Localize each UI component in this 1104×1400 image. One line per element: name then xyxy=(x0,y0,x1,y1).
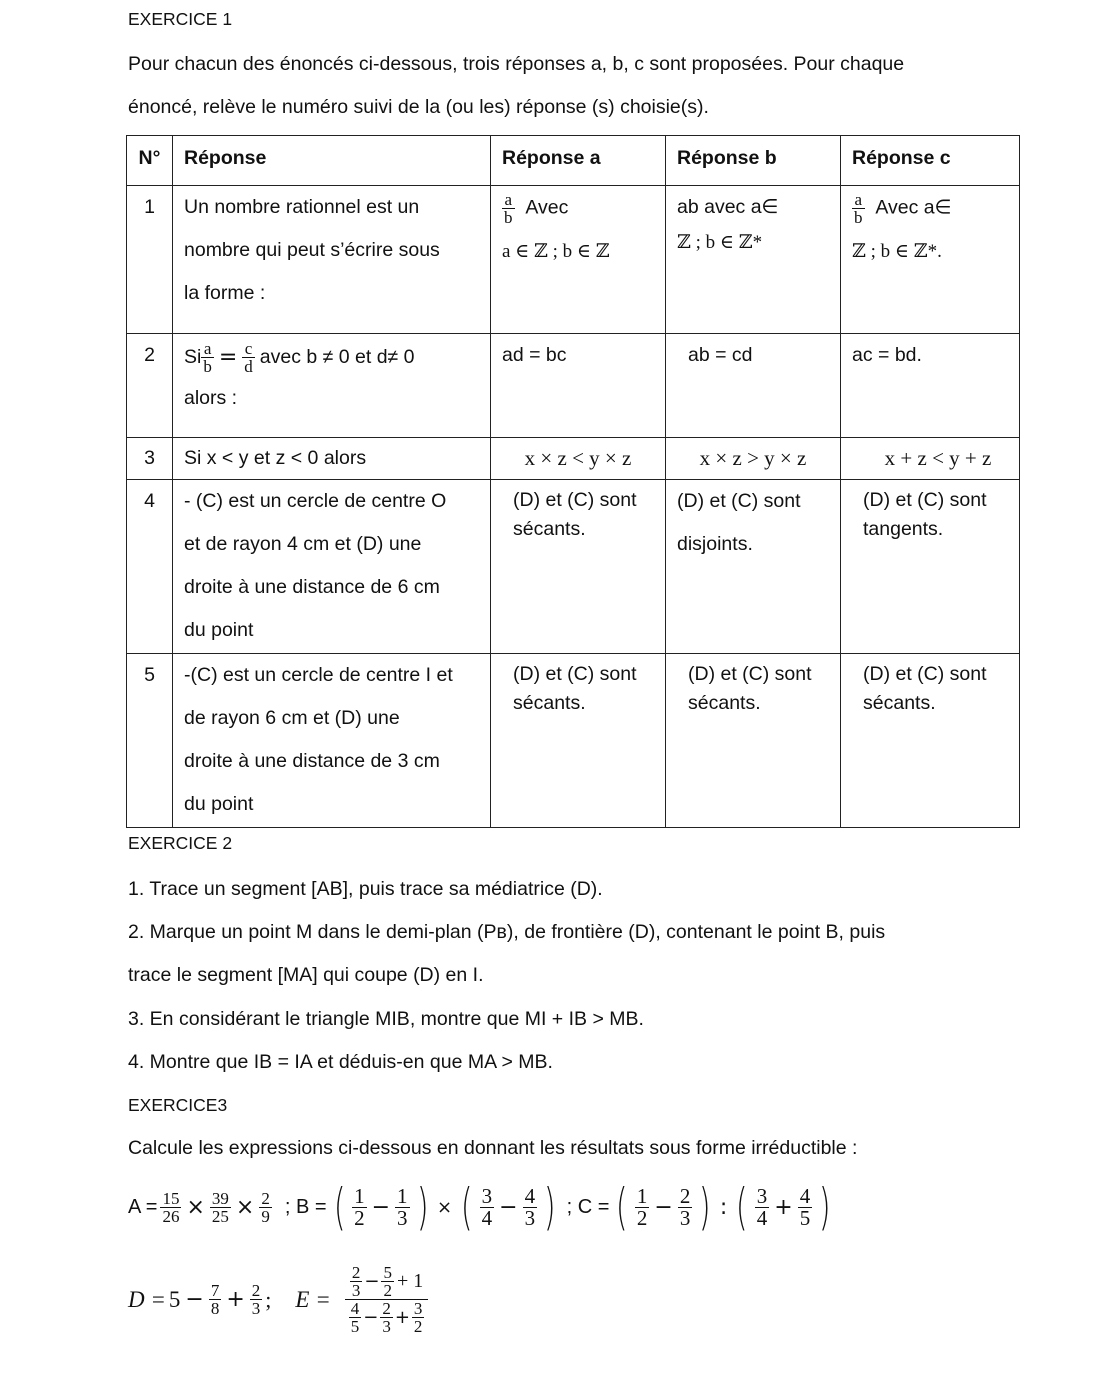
paren: ( xyxy=(736,1178,748,1236)
question-table xyxy=(126,135,1020,828)
paren: ) xyxy=(819,1178,831,1236)
fraction: $\frac{1}{2}$ xyxy=(354,1183,365,1230)
header-answer-c: Réponse c xyxy=(841,136,1020,186)
fraction: $\frac{15}{26}$ xyxy=(162,1188,180,1226)
header-question: Réponse xyxy=(173,136,491,186)
fraction: $\frac{c}{d}$ xyxy=(244,339,253,376)
answer-text: ab avec a∈ xyxy=(677,196,779,218)
answer-c-cell xyxy=(841,654,1020,828)
answer-a-cell: x × z < y × z xyxy=(491,438,666,480)
exercise2-item: trace le segment [MA] qui coupe (D) en I. xyxy=(128,964,484,986)
operator: − xyxy=(499,1194,518,1220)
expression-E-label: E = xyxy=(295,1286,331,1312)
answer-text: a ∈ ℤ ; b ∈ ℤ xyxy=(502,241,610,262)
exercise2-item: 2. Marque un point M dans le demi-plan (Pʙ), de frontière (D), contenant le point B, puis xyxy=(128,921,886,943)
answer-text: disjoints. xyxy=(677,533,753,555)
fraction: $\frac{7}{8}$ xyxy=(210,1281,220,1318)
paren: ) xyxy=(699,1178,711,1236)
fraction: $\frac{a}{b}$ xyxy=(504,190,513,227)
answer-c-cell xyxy=(841,186,1020,334)
operator: − xyxy=(363,1307,379,1328)
answer-text: sécants. xyxy=(863,692,936,714)
formula-row-de xyxy=(128,1264,431,1335)
answer-text: (D) et (C) sont xyxy=(688,663,812,685)
row-number: 5 xyxy=(127,654,173,828)
exercise3-title: EXERCICE3 xyxy=(128,1095,228,1115)
formula-row-abc xyxy=(128,1178,838,1236)
answer-text: sécants. xyxy=(688,692,761,714)
fraction: $\frac{a}{b}$ xyxy=(203,339,212,376)
answer-b-cell xyxy=(666,480,841,654)
operator: − xyxy=(185,1287,204,1312)
paren: ( xyxy=(333,1178,346,1236)
operator: − xyxy=(654,1194,673,1220)
paren: ( xyxy=(616,1178,629,1236)
operator: × xyxy=(235,1194,255,1220)
table-header-row xyxy=(127,136,1020,186)
question-line: - (C) est un cercle de centre O xyxy=(184,490,447,512)
separator: ; xyxy=(265,1286,272,1312)
operator: + xyxy=(394,1307,410,1328)
fraction: $\frac{2}{3}$ xyxy=(351,1263,361,1300)
table-row xyxy=(127,334,1020,438)
question-line: la forme : xyxy=(184,282,266,304)
fraction: $\frac{3}{2}$ xyxy=(413,1299,423,1336)
answer-text: (D) et (C) sont xyxy=(863,489,987,511)
expression-A-label: A = xyxy=(128,1195,158,1218)
row-number: 1 xyxy=(127,186,173,334)
fraction: $\frac{3}{4}$ xyxy=(481,1183,493,1230)
question-text: avec b ≠ 0 et d≠ 0 xyxy=(259,346,415,368)
question-line: droite à une distance de 6 cm xyxy=(184,576,440,598)
exercise2-item: 1. Trace un segment [AB], puis trace sa médiatrice (D). xyxy=(128,878,603,900)
expression-B-label: ; B = xyxy=(284,1195,327,1218)
question-line: nombre qui peut s’écrire sous xyxy=(184,239,440,261)
exercise1-intro-line1: Pour chacun des énoncés ci-dessous, trois réponses a, b, c sont proposées. Pour chaque xyxy=(128,53,905,75)
compound-numerator xyxy=(346,1264,427,1299)
question-cell: Si x < y et z < 0 alors xyxy=(173,438,491,480)
operator: : xyxy=(719,1194,728,1220)
answer-b-cell xyxy=(666,186,841,334)
fraction: $\frac{5}{2}$ xyxy=(383,1263,392,1300)
answer-a-cell: ad = bc xyxy=(491,334,666,438)
question-cell xyxy=(173,480,491,654)
exercise3-intro: Calcule les expressions ci-dessous en donnant les résultats sous forme irréductible : xyxy=(128,1137,858,1159)
operator: − xyxy=(364,1271,380,1292)
fraction: $\frac{1}{3}$ xyxy=(397,1183,408,1230)
answer-a-cell xyxy=(491,480,666,654)
table-row xyxy=(127,654,1020,828)
answer-b-cell xyxy=(666,654,841,828)
fraction: $\frac{2}{3}$ xyxy=(382,1299,391,1336)
row-number: 4 xyxy=(127,480,173,654)
fraction: $\frac{2}{3}$ xyxy=(679,1183,691,1230)
question-line: alors : xyxy=(184,387,238,409)
compound-fraction xyxy=(345,1264,429,1335)
exercise2-item: 4. Montre que IB = IA et déduis-en que MA > MB. xyxy=(128,1051,553,1073)
question-line: Un nombre rationnel est un xyxy=(184,196,420,218)
operator: + xyxy=(226,1287,245,1312)
fraction: $\frac{4}{5}$ xyxy=(350,1299,360,1336)
fraction: $\frac{2}{9}$ xyxy=(261,1188,270,1226)
answer-text: (D) et (C) sont xyxy=(513,663,637,685)
question-line: du point xyxy=(184,619,254,641)
answer-c-cell: ac = bd. xyxy=(841,334,1020,438)
fraction: $\frac{39}{25}$ xyxy=(211,1188,229,1226)
answer-text: (D) et (C) sont xyxy=(677,490,801,512)
exercise2-item: 3. En considérant le triangle MIB, montre que MI + IB > MB. xyxy=(128,1008,644,1030)
fraction: $\frac{4}{3}$ xyxy=(524,1183,536,1230)
fraction: $\frac{a}{b}$ xyxy=(854,190,863,227)
answer-text: tangents. xyxy=(863,518,944,540)
fraction: $\frac{4}{5}$ xyxy=(799,1183,811,1230)
answer-text: sécants. xyxy=(513,518,586,540)
exercise2-title: EXERCICE 2 xyxy=(128,833,233,853)
operator: − xyxy=(371,1194,391,1220)
fraction: $\frac{2}{3}$ xyxy=(251,1281,261,1318)
answer-c-cell: x + z < y + z xyxy=(841,438,1020,480)
row-number: 3 xyxy=(127,438,173,480)
fraction: $\frac{1}{2}$ xyxy=(636,1183,648,1230)
equals-sign: = xyxy=(218,345,238,370)
integer: 5 xyxy=(168,1286,181,1312)
question-line: -(C) est un cercle de centre I et xyxy=(184,664,453,686)
exercise1-intro-line2: énoncé, relève le numéro suivi de la (ou les) réponse (s) choisie(s). xyxy=(128,96,709,118)
answer-b-cell: ab = cd xyxy=(666,334,841,438)
header-number: N° xyxy=(127,136,173,186)
expression-D-label: D = xyxy=(128,1286,166,1312)
expression-C-label: ; C = xyxy=(566,1195,610,1218)
question-line: droite à une distance de 3 cm xyxy=(184,750,440,772)
exercise1-title: EXERCICE 1 xyxy=(128,9,233,29)
operator: + xyxy=(774,1194,793,1220)
table-row xyxy=(127,480,1020,654)
operator: × xyxy=(437,1196,453,1218)
numerator-end: + 1 xyxy=(396,1270,424,1292)
header-answer-a: Réponse a xyxy=(491,136,666,186)
answer-text: (D) et (C) sont xyxy=(513,489,637,511)
answer-b-cell: x × z > y × z xyxy=(666,438,841,480)
answer-a-cell xyxy=(491,654,666,828)
answer-text: Avec a∈ xyxy=(875,196,952,219)
table-row xyxy=(127,438,1020,480)
paren: ) xyxy=(416,1178,429,1236)
answer-text: (D) et (C) sont xyxy=(863,663,987,685)
paren: ( xyxy=(461,1178,473,1236)
answer-a-cell xyxy=(491,186,666,334)
answer-text: Avec xyxy=(525,196,569,219)
question-cell xyxy=(173,334,491,438)
question-cell xyxy=(173,654,491,828)
question-line: du point xyxy=(184,793,254,815)
fraction: $\frac{3}{4}$ xyxy=(756,1183,768,1230)
answer-c-cell xyxy=(841,480,1020,654)
table-row xyxy=(127,186,1020,334)
paren: ) xyxy=(543,1178,556,1236)
row-number: 2 xyxy=(127,334,173,438)
operator: × xyxy=(186,1194,205,1220)
answer-text: ℤ ; b ∈ ℤ* xyxy=(677,232,763,253)
question-line: de rayon 6 cm et (D) une xyxy=(184,707,400,729)
question-cell xyxy=(173,186,491,334)
answer-text: ℤ ; b ∈ ℤ*. xyxy=(852,241,942,262)
question-text: Si xyxy=(184,346,202,368)
answer-text: sécants. xyxy=(513,692,586,714)
header-answer-b: Réponse b xyxy=(666,136,841,186)
compound-denominator xyxy=(345,1300,429,1335)
question-line: et de rayon 4 cm et (D) une xyxy=(184,533,422,555)
